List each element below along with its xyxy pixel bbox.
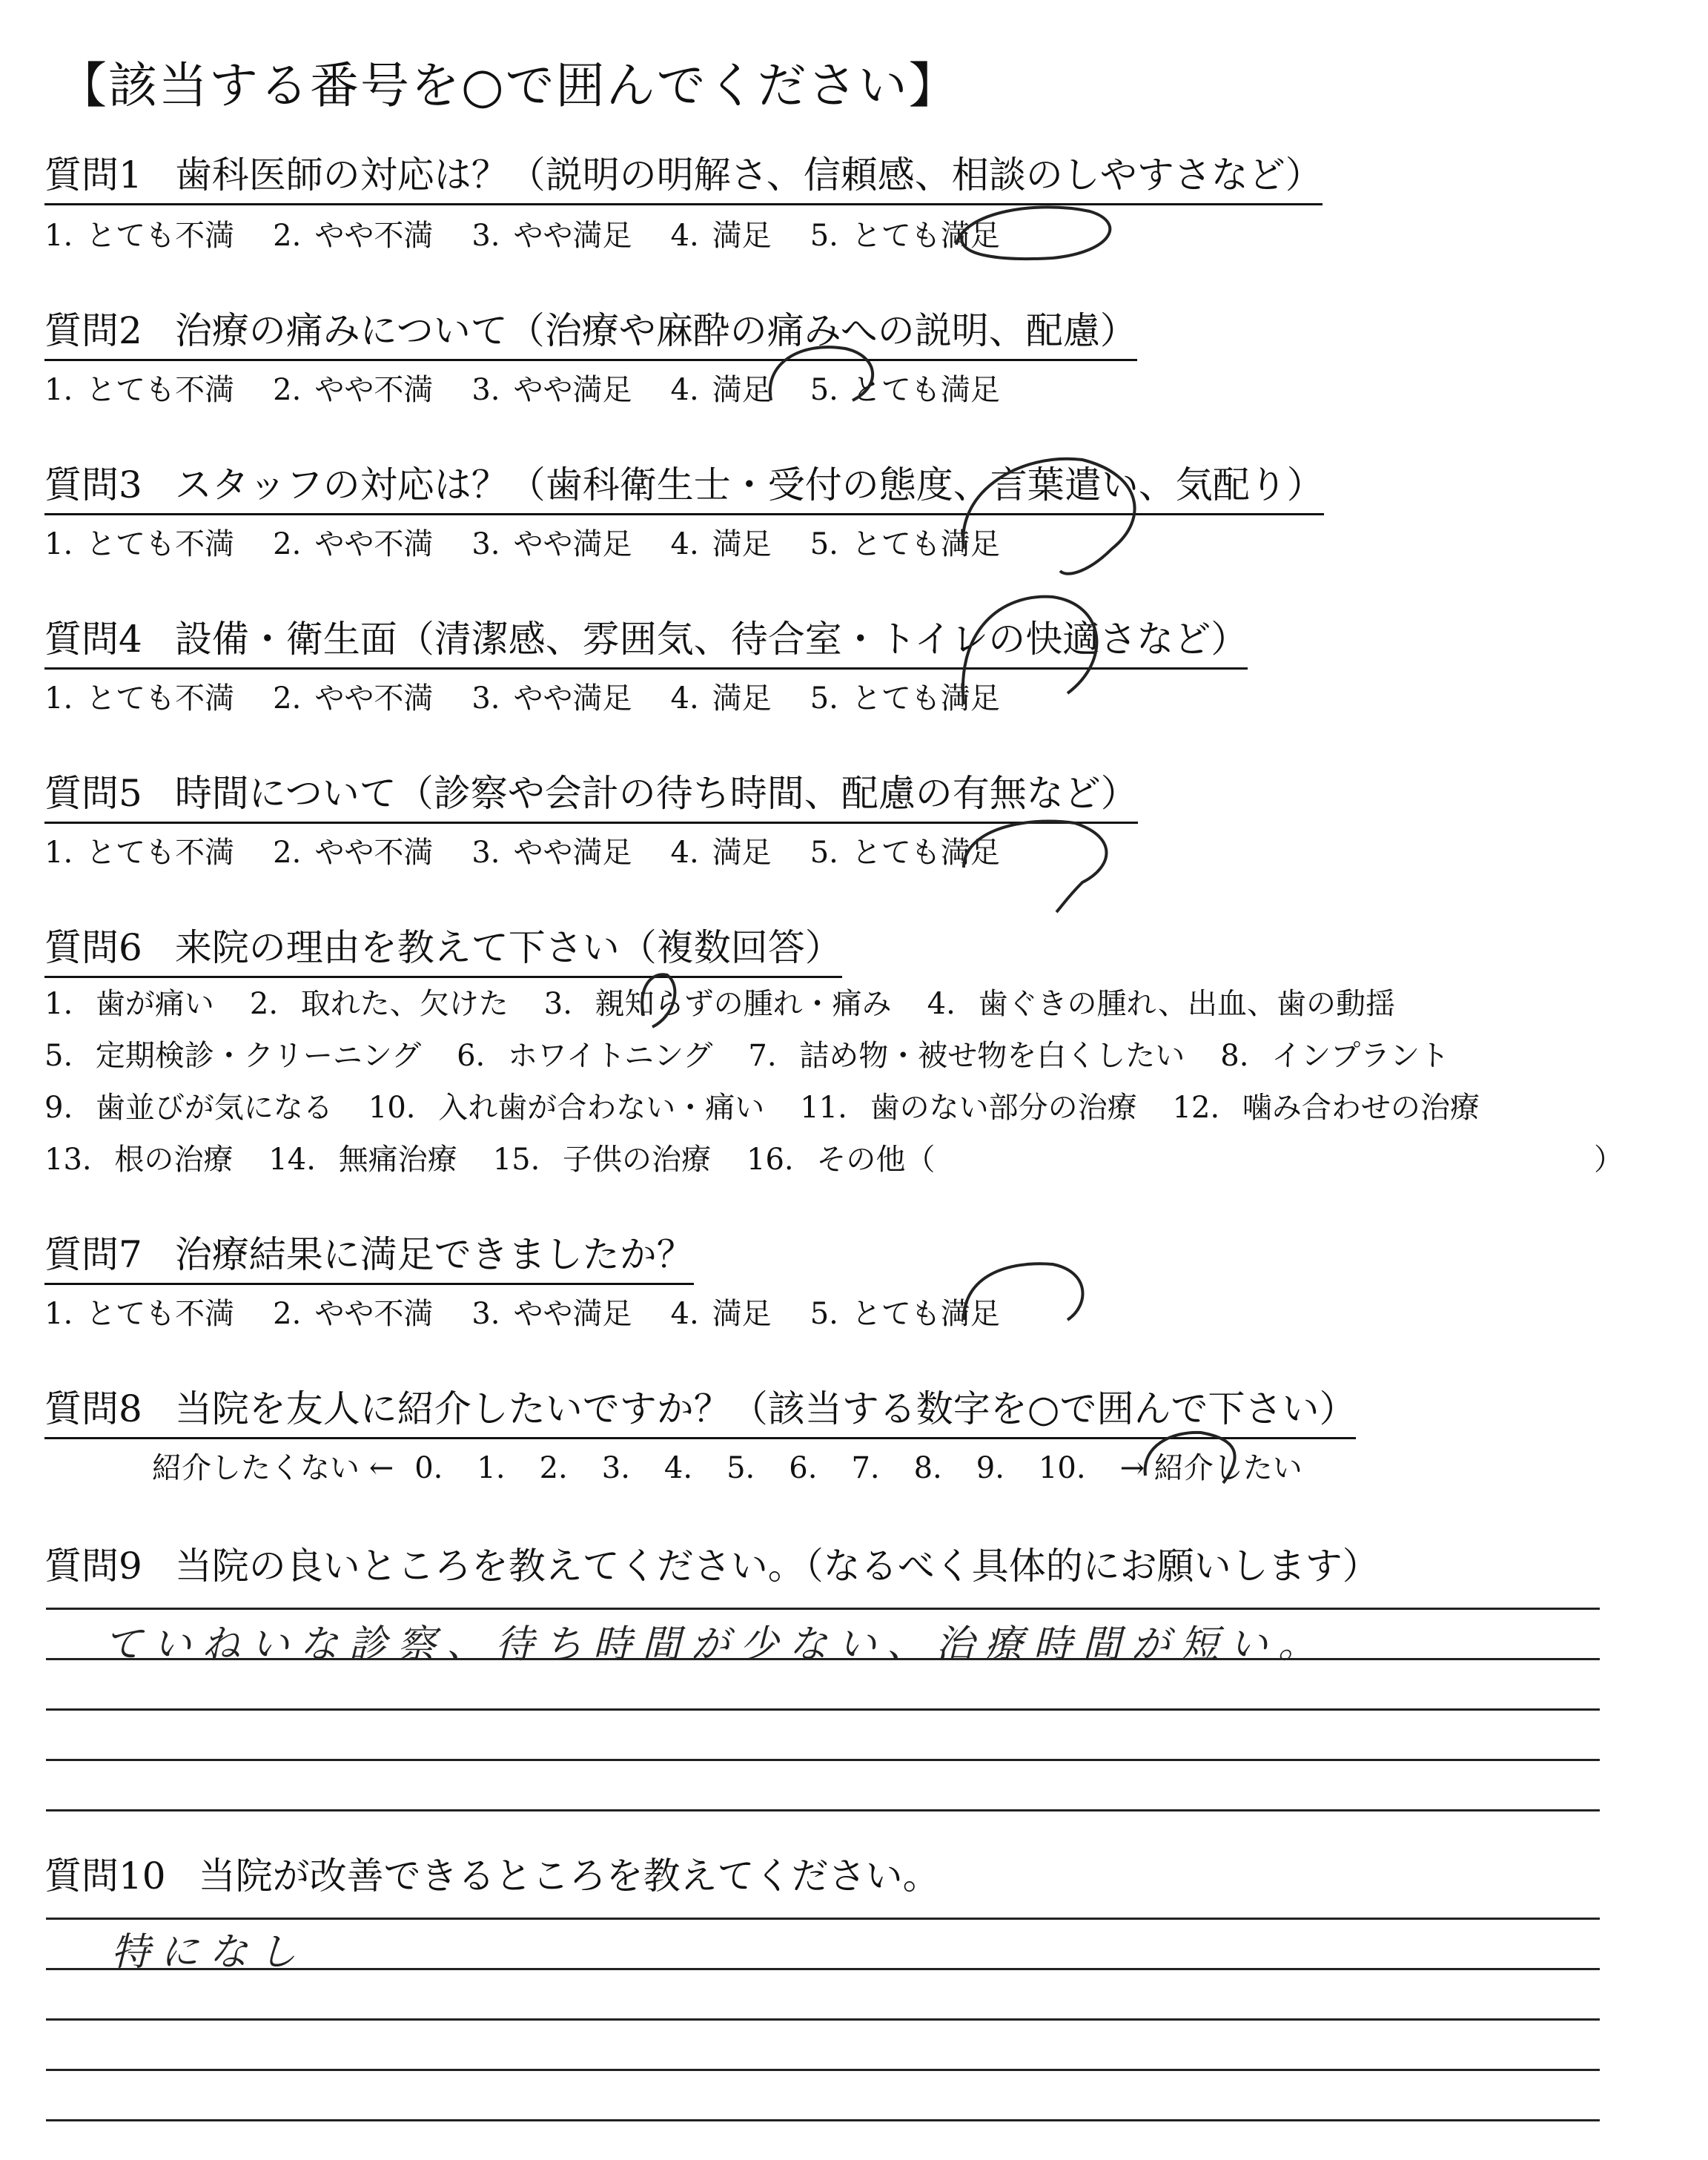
question-7-title bbox=[44, 1225, 694, 1285]
reason-row bbox=[44, 980, 1431, 1023]
scale-number[interactable]: 6. bbox=[789, 1451, 818, 1485]
question-7-options bbox=[44, 1290, 1039, 1332]
question-5-options bbox=[44, 829, 1039, 871]
scale-number[interactable]: 3. bbox=[601, 1451, 630, 1485]
question-text: 歯科医師の対応は？（説明の明解さ、信頼感、相談のしやすさなど） bbox=[174, 153, 1323, 196]
question-text: 時間について（診察や会計の待ち時間、配慮の有無など） bbox=[174, 772, 1138, 815]
scale-left-label: 紹介したくない ← bbox=[152, 1451, 394, 1485]
form-heading: 【該当する番号を○で囲んでください】 bbox=[58, 57, 959, 114]
answer-line bbox=[46, 1608, 1600, 1610]
answer-line bbox=[46, 1809, 1600, 1811]
scale-number[interactable]: 2. bbox=[539, 1451, 568, 1485]
question-number: 質問4 bbox=[44, 618, 142, 661]
reason-option[interactable]: 1. 歯が痛い bbox=[44, 987, 214, 1021]
reason-option[interactable]: 11. 歯のない部分の治療 bbox=[800, 1091, 1137, 1125]
reason-row bbox=[44, 1032, 1485, 1074]
question-2-options bbox=[44, 366, 1039, 409]
question-text: スタッフの対応は？（歯科衛生士・受付の態度、言葉遣い、気配り） bbox=[174, 463, 1324, 506]
option[interactable]: 4. 満足 bbox=[670, 836, 772, 870]
option[interactable]: 3. やや満足 bbox=[471, 219, 632, 253]
scale-number[interactable]: 5. bbox=[726, 1451, 755, 1485]
option[interactable]: 1. とても不満 bbox=[44, 219, 235, 253]
option[interactable]: 1. とても不満 bbox=[44, 1297, 235, 1331]
option[interactable]: 3. やや満足 bbox=[471, 836, 632, 870]
question-number: 質問1 bbox=[44, 153, 142, 196]
option[interactable]: 3. やや満足 bbox=[471, 373, 632, 407]
reason-option[interactable]: 9. 歯並びが気になる bbox=[44, 1091, 333, 1125]
question-4-title bbox=[44, 610, 1248, 670]
option[interactable]: 5. とても満足 bbox=[810, 527, 1000, 561]
reason-option[interactable]: 5. 定期検診・クリーニング bbox=[44, 1039, 422, 1073]
question-3-title bbox=[44, 455, 1324, 515]
recommend-scale bbox=[152, 1444, 1302, 1487]
answer-line bbox=[46, 1759, 1600, 1761]
reason-option[interactable]: 6. ホワイトニング bbox=[457, 1039, 713, 1073]
question-number: 質問3 bbox=[44, 463, 142, 506]
scale-number[interactable]: 7. bbox=[851, 1451, 880, 1485]
question-text: 当院が改善できるところを教えてください。 bbox=[198, 1855, 940, 1898]
option[interactable]: 4. 満足 bbox=[670, 681, 772, 716]
question-number: 質問10 bbox=[44, 1855, 166, 1898]
scale-number[interactable]: 9. bbox=[976, 1451, 1004, 1485]
option[interactable]: 2. やや不満 bbox=[273, 527, 434, 561]
option[interactable]: 4. 満足 bbox=[670, 1297, 772, 1331]
reason-option[interactable]: 8. インプラント bbox=[1220, 1039, 1450, 1073]
option[interactable]: 4. 満足 bbox=[670, 373, 772, 407]
option[interactable]: 1. とても不満 bbox=[44, 373, 235, 407]
question-text: 設備・衛生面（清潔感、雰囲気、待合室・トイレの快適さなど） bbox=[174, 618, 1248, 661]
reason-option[interactable]: 4. 歯ぐきの腫れ、出血、歯の動揺 bbox=[927, 987, 1395, 1021]
option[interactable]: 2. やや不満 bbox=[273, 373, 434, 407]
question-number: 質問2 bbox=[44, 309, 142, 352]
answer-line bbox=[46, 2018, 1600, 2021]
other-close-paren: ） bbox=[1594, 1143, 1623, 1177]
question-number: 質問7 bbox=[44, 1233, 142, 1276]
option[interactable]: 2. やや不満 bbox=[273, 219, 434, 253]
question-number: 質問6 bbox=[44, 926, 142, 969]
scale-number[interactable]: 8. bbox=[913, 1451, 942, 1485]
reason-row bbox=[44, 1136, 970, 1178]
q9-answer-text[interactable]: ていねいな診察、待ち時間が少ない、治療時間が短い。 bbox=[104, 1622, 1328, 1667]
q10-answer-text[interactable]: 特になし bbox=[111, 1930, 308, 1975]
option[interactable]: 4. 満足 bbox=[670, 527, 772, 561]
option[interactable]: 1. とても不満 bbox=[44, 836, 235, 870]
option[interactable]: 1. とても不満 bbox=[44, 681, 235, 716]
question-number: 質問5 bbox=[44, 772, 142, 815]
reason-option[interactable]: 10. 入れ歯が合わない・痛い bbox=[368, 1091, 765, 1125]
option[interactable]: 1. とても不満 bbox=[44, 527, 235, 561]
question-8-title bbox=[44, 1379, 1356, 1439]
option[interactable]: 5. とても満足 bbox=[810, 373, 1000, 407]
option[interactable]: 3. やや満足 bbox=[471, 681, 632, 716]
scale-number[interactable]: 0. bbox=[414, 1451, 443, 1485]
reason-option[interactable]: 16. その他（ bbox=[747, 1143, 936, 1177]
question-1-options bbox=[44, 212, 1039, 254]
question-6-title bbox=[44, 918, 842, 978]
option[interactable]: 2. やや不満 bbox=[273, 1297, 434, 1331]
question-4-options bbox=[44, 675, 1039, 717]
question-1-title bbox=[44, 145, 1323, 205]
option[interactable]: 5. とても満足 bbox=[810, 1297, 1000, 1331]
option[interactable]: 5. とても満足 bbox=[810, 219, 1000, 253]
reason-option[interactable]: 3. 親知らずの腫れ・痛み bbox=[543, 987, 892, 1021]
question-3-options bbox=[44, 521, 1039, 563]
scale-right-label: → 紹介したい bbox=[1119, 1451, 1302, 1485]
reason-row bbox=[44, 1084, 1515, 1126]
answer-line bbox=[46, 2069, 1600, 2071]
option[interactable]: 4. 満足 bbox=[670, 219, 772, 253]
question-2-title bbox=[44, 301, 1137, 361]
option[interactable]: 3. やや満足 bbox=[471, 1297, 632, 1331]
option[interactable]: 2. やや不満 bbox=[273, 836, 434, 870]
reason-option[interactable]: 15. 子供の治療 bbox=[492, 1143, 712, 1177]
option[interactable]: 5. とても満足 bbox=[810, 681, 1000, 716]
question-10-title bbox=[44, 1846, 940, 1904]
question-text: 当院の良いところを教えてください。（なるべく具体的にお願いします） bbox=[174, 1545, 1380, 1588]
scale-number[interactable]: 10. bbox=[1038, 1451, 1086, 1485]
option[interactable]: 5. とても満足 bbox=[810, 836, 1000, 870]
question-text: 治療結果に満足できましたか？ bbox=[174, 1233, 694, 1276]
reason-option[interactable]: 7. 詰め物・被せ物を白くしたい bbox=[748, 1039, 1185, 1073]
option[interactable]: 2. やや不満 bbox=[273, 681, 434, 716]
scale-number[interactable]: 4. bbox=[663, 1451, 693, 1485]
scale-number[interactable]: 1. bbox=[477, 1451, 506, 1485]
question-text: 当院を友人に紹介したいですか？（該当する数字を○で囲んで下さい） bbox=[174, 1387, 1357, 1430]
question-number: 質問9 bbox=[44, 1545, 142, 1588]
reason-option[interactable]: 12. 噛み合わせの治療 bbox=[1172, 1091, 1480, 1125]
answer-line bbox=[46, 2119, 1600, 2121]
answer-line bbox=[46, 1708, 1600, 1711]
reason-option[interactable]: 2. 取れた、欠けた bbox=[249, 987, 509, 1021]
question-number: 質問8 bbox=[44, 1387, 142, 1430]
question-9-title bbox=[44, 1536, 1380, 1594]
answer-line bbox=[46, 1918, 1600, 1920]
option[interactable]: 3. やや満足 bbox=[471, 527, 632, 561]
reason-option[interactable]: 14. 無痛治療 bbox=[268, 1143, 457, 1177]
reason-option[interactable]: 13. 根の治療 bbox=[44, 1143, 234, 1177]
question-5-title bbox=[44, 764, 1138, 824]
question-text: 来院の理由を教えて下さい（複数回答） bbox=[174, 926, 842, 969]
question-text: 治療の痛みについて（治療や麻酔の痛みへの説明、配慮） bbox=[174, 309, 1137, 352]
